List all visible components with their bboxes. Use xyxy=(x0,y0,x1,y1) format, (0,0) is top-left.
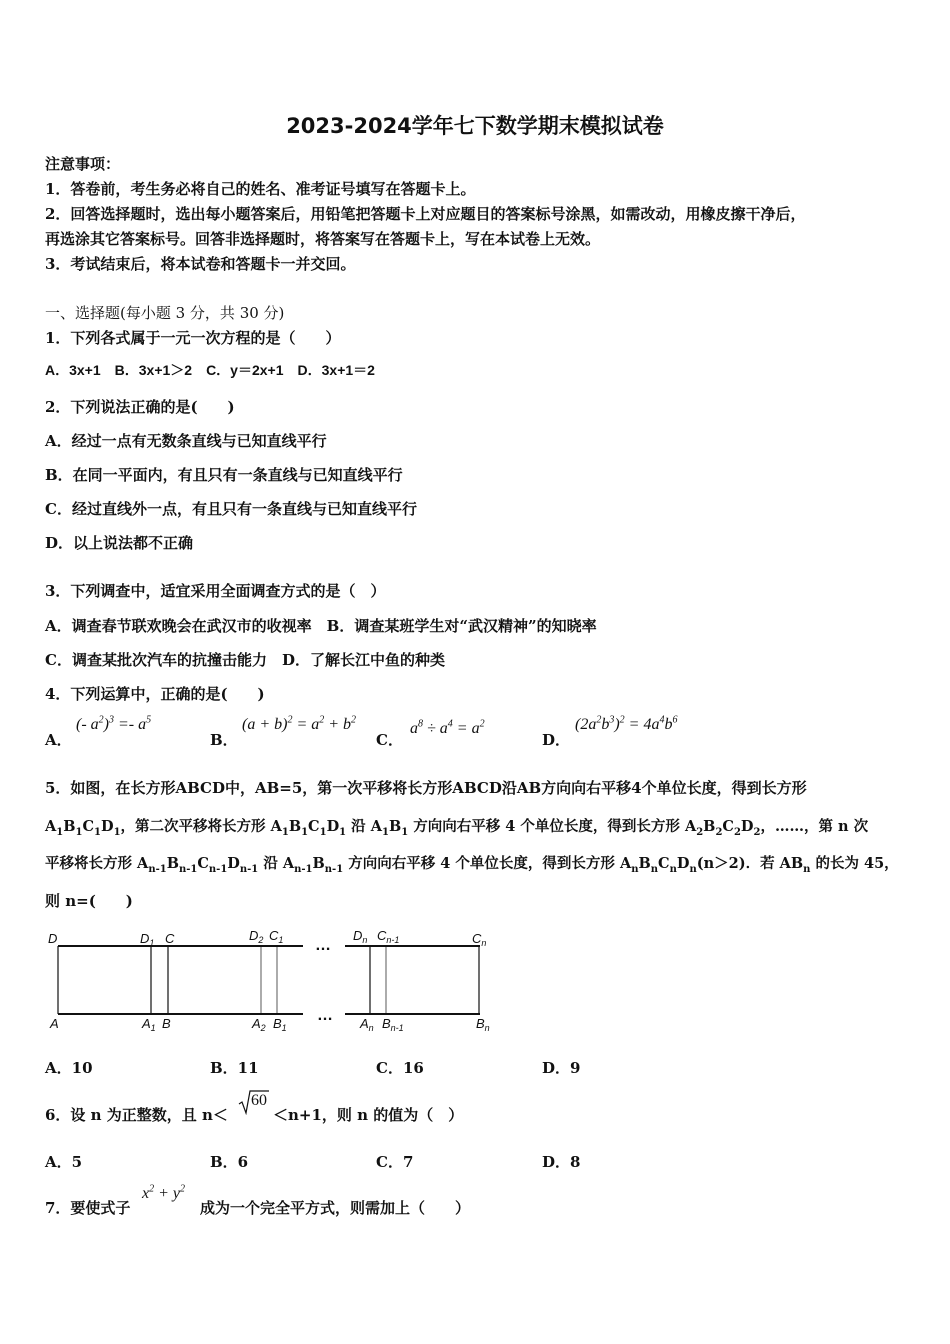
label-dn: $D_n$ xyxy=(353,928,368,945)
question-5-option-b: B．11 xyxy=(210,1059,259,1077)
question-6-option-d: D．8 xyxy=(542,1153,581,1171)
dots-top: … xyxy=(315,937,331,954)
page-title: 2023-2024学年七下数学期末模拟试卷 xyxy=(286,114,664,138)
question-5-line-4: 则 n=( ) xyxy=(45,892,133,910)
question-4-label-c: C． xyxy=(376,731,403,749)
question-5-line-3: 平移将长方形 $A_{n-1}B_{n-1}C_{n-1}D_{n-1}$ 沿 $A_{n-1}B_{n-1}$ 方向向右平移 4 个单位长度，得到长方形 $A_nB_nC_nD_n(n>2)$．若 $AB_n$ 的长为 45， xyxy=(45,855,899,875)
question-7-stem-end: 成为一个完全平方式，则需加上（ ） xyxy=(200,1199,471,1217)
label-b1: $B_1$ xyxy=(273,1016,287,1033)
question-6-option-c: C．7 xyxy=(376,1153,414,1171)
question-3-options-cd: C．调查某批次汽车的抗撞击能力 D．了解长江中鱼的种类 xyxy=(45,651,445,669)
radicand: 60 xyxy=(251,1092,267,1109)
question-4-formula-a: (- $a^2)^3 =- a^5$ xyxy=(76,714,152,733)
question-2-option-b: B．在同一平面内，有且只有一条直线与已知直线平行 xyxy=(45,466,403,484)
section-heading: 一、选择题(每小题 3 分，共 30 分) xyxy=(45,304,285,322)
question-2-option-a: A．经过一点有无数条直线与已知直线平行 xyxy=(45,432,327,450)
label-d1: $D_1$ xyxy=(140,931,155,948)
question-4-formula-c: $a^8 \div a^4 = a^2$ xyxy=(410,718,485,737)
label-an: $A_n$ xyxy=(360,1016,374,1033)
question-4-label-b: B． xyxy=(210,731,238,749)
notice-item-2b: 再选涂其它答案标号。回答非选择题时，将答案写在答题卡上，写在本试卷上无效。 xyxy=(45,230,601,248)
notice-heading: 注意事项： xyxy=(45,155,121,173)
question-4-formula-b: $(a + b)^2 = a^2 + b^2$ xyxy=(242,714,357,733)
question-6-stem-start: 6．设 n 为正整数，且 n＜ xyxy=(45,1106,228,1124)
question-6-option-a: A．5 xyxy=(45,1153,83,1171)
label-bn-1: $B_{n-1}$ xyxy=(382,1016,404,1033)
question-3-stem: 3．下列调查中，适宜采用全面调查方式的是（ ） xyxy=(45,582,386,600)
label-b: B xyxy=(162,1016,171,1031)
question-4-stem: 4．下列运算中，正确的是( ) xyxy=(45,685,265,703)
notice-item-2a: 2．回答选择题时，选出每小题答案后，用铅笔把答题卡上对应题目的答案标号涂黑，如需改动，用橡皮擦干净后， xyxy=(45,205,806,223)
question-4-label-d: D． xyxy=(542,731,571,749)
notice-item-1: 1．答卷前，考生务必将自己的姓名、准考证号填写在答题卡上。 xyxy=(45,180,476,198)
question-1-stem: 1．下列各式属于一元一次方程的是（ ） xyxy=(45,329,341,347)
label-d: D xyxy=(48,931,58,946)
notice-item-3: 3．考试结束后，将本试卷和答题卡一并交回。 xyxy=(45,255,356,273)
label-a2: $A_2$ xyxy=(252,1016,266,1033)
dots-bottom: … xyxy=(317,1007,333,1024)
label-d2: $D_2$ xyxy=(249,928,264,945)
label-bn: $B_n$ xyxy=(476,1016,490,1033)
question-2-option-c: C．经过直线外一点，有且只有一条直线与已知直线平行 xyxy=(45,500,417,518)
label-cn-1: $C_{n-1}$ xyxy=(377,928,400,945)
question-5-line-2: $A_1B_1C_1D_1$，第二次平移将长方形 $A_1B_1C_1D_1$ 沿 $A_1B_1$ 方向向右平移 4 个单位长度，得到长方形 $A_2B_2C_2D_2$，……，第 n 次 xyxy=(45,818,869,838)
sqrt-60-expression xyxy=(238,1089,270,1115)
question-1-options: A．3x+1 B．3x+1＞2 C．y＝2x+1 D．3x+1＝2 xyxy=(45,362,375,378)
label-a1: $A_1$ xyxy=(142,1016,156,1033)
question-5-option-d: D．9 xyxy=(542,1059,581,1077)
label-c: C xyxy=(165,931,175,946)
question-2-option-d: D．以上说法都不正确 xyxy=(45,534,194,552)
question-4-formula-d: $(2a^2b^3)^2 = 4a^4b^6$ xyxy=(575,714,678,733)
question-6-stem-end: ＜n+1，则 n 的值为（ ） xyxy=(273,1106,464,1124)
question-3-options-ab: A．调查春节联欢晚会在武汉市的收视率 B．调查某班学生对“武汉精神”的知晓率 xyxy=(45,617,597,635)
question-5-option-c: C．16 xyxy=(376,1059,424,1077)
question-4-label-a: A． xyxy=(45,731,72,749)
label-c1: $C_1$ xyxy=(269,928,284,945)
rectangle-translation-diagram xyxy=(45,925,500,1035)
question-5-line-1: 5．如图，在长方形ABCD中，AB=5，第一次平移将长方形ABCD沿AB方向向右平移4个单位长度，得到长方形 xyxy=(45,779,807,797)
label-a: A xyxy=(50,1016,59,1031)
question-5-option-a: A．10 xyxy=(45,1059,93,1077)
question-6-option-b: B．6 xyxy=(210,1153,249,1171)
question-7-stem-start: 7．要使式子 xyxy=(45,1199,131,1217)
label-cn: $C_n$ xyxy=(472,931,487,948)
question-2-stem: 2．下列说法正确的是( ) xyxy=(45,398,235,416)
question-7-expression: $x^2 + y^2$ xyxy=(142,1183,186,1202)
